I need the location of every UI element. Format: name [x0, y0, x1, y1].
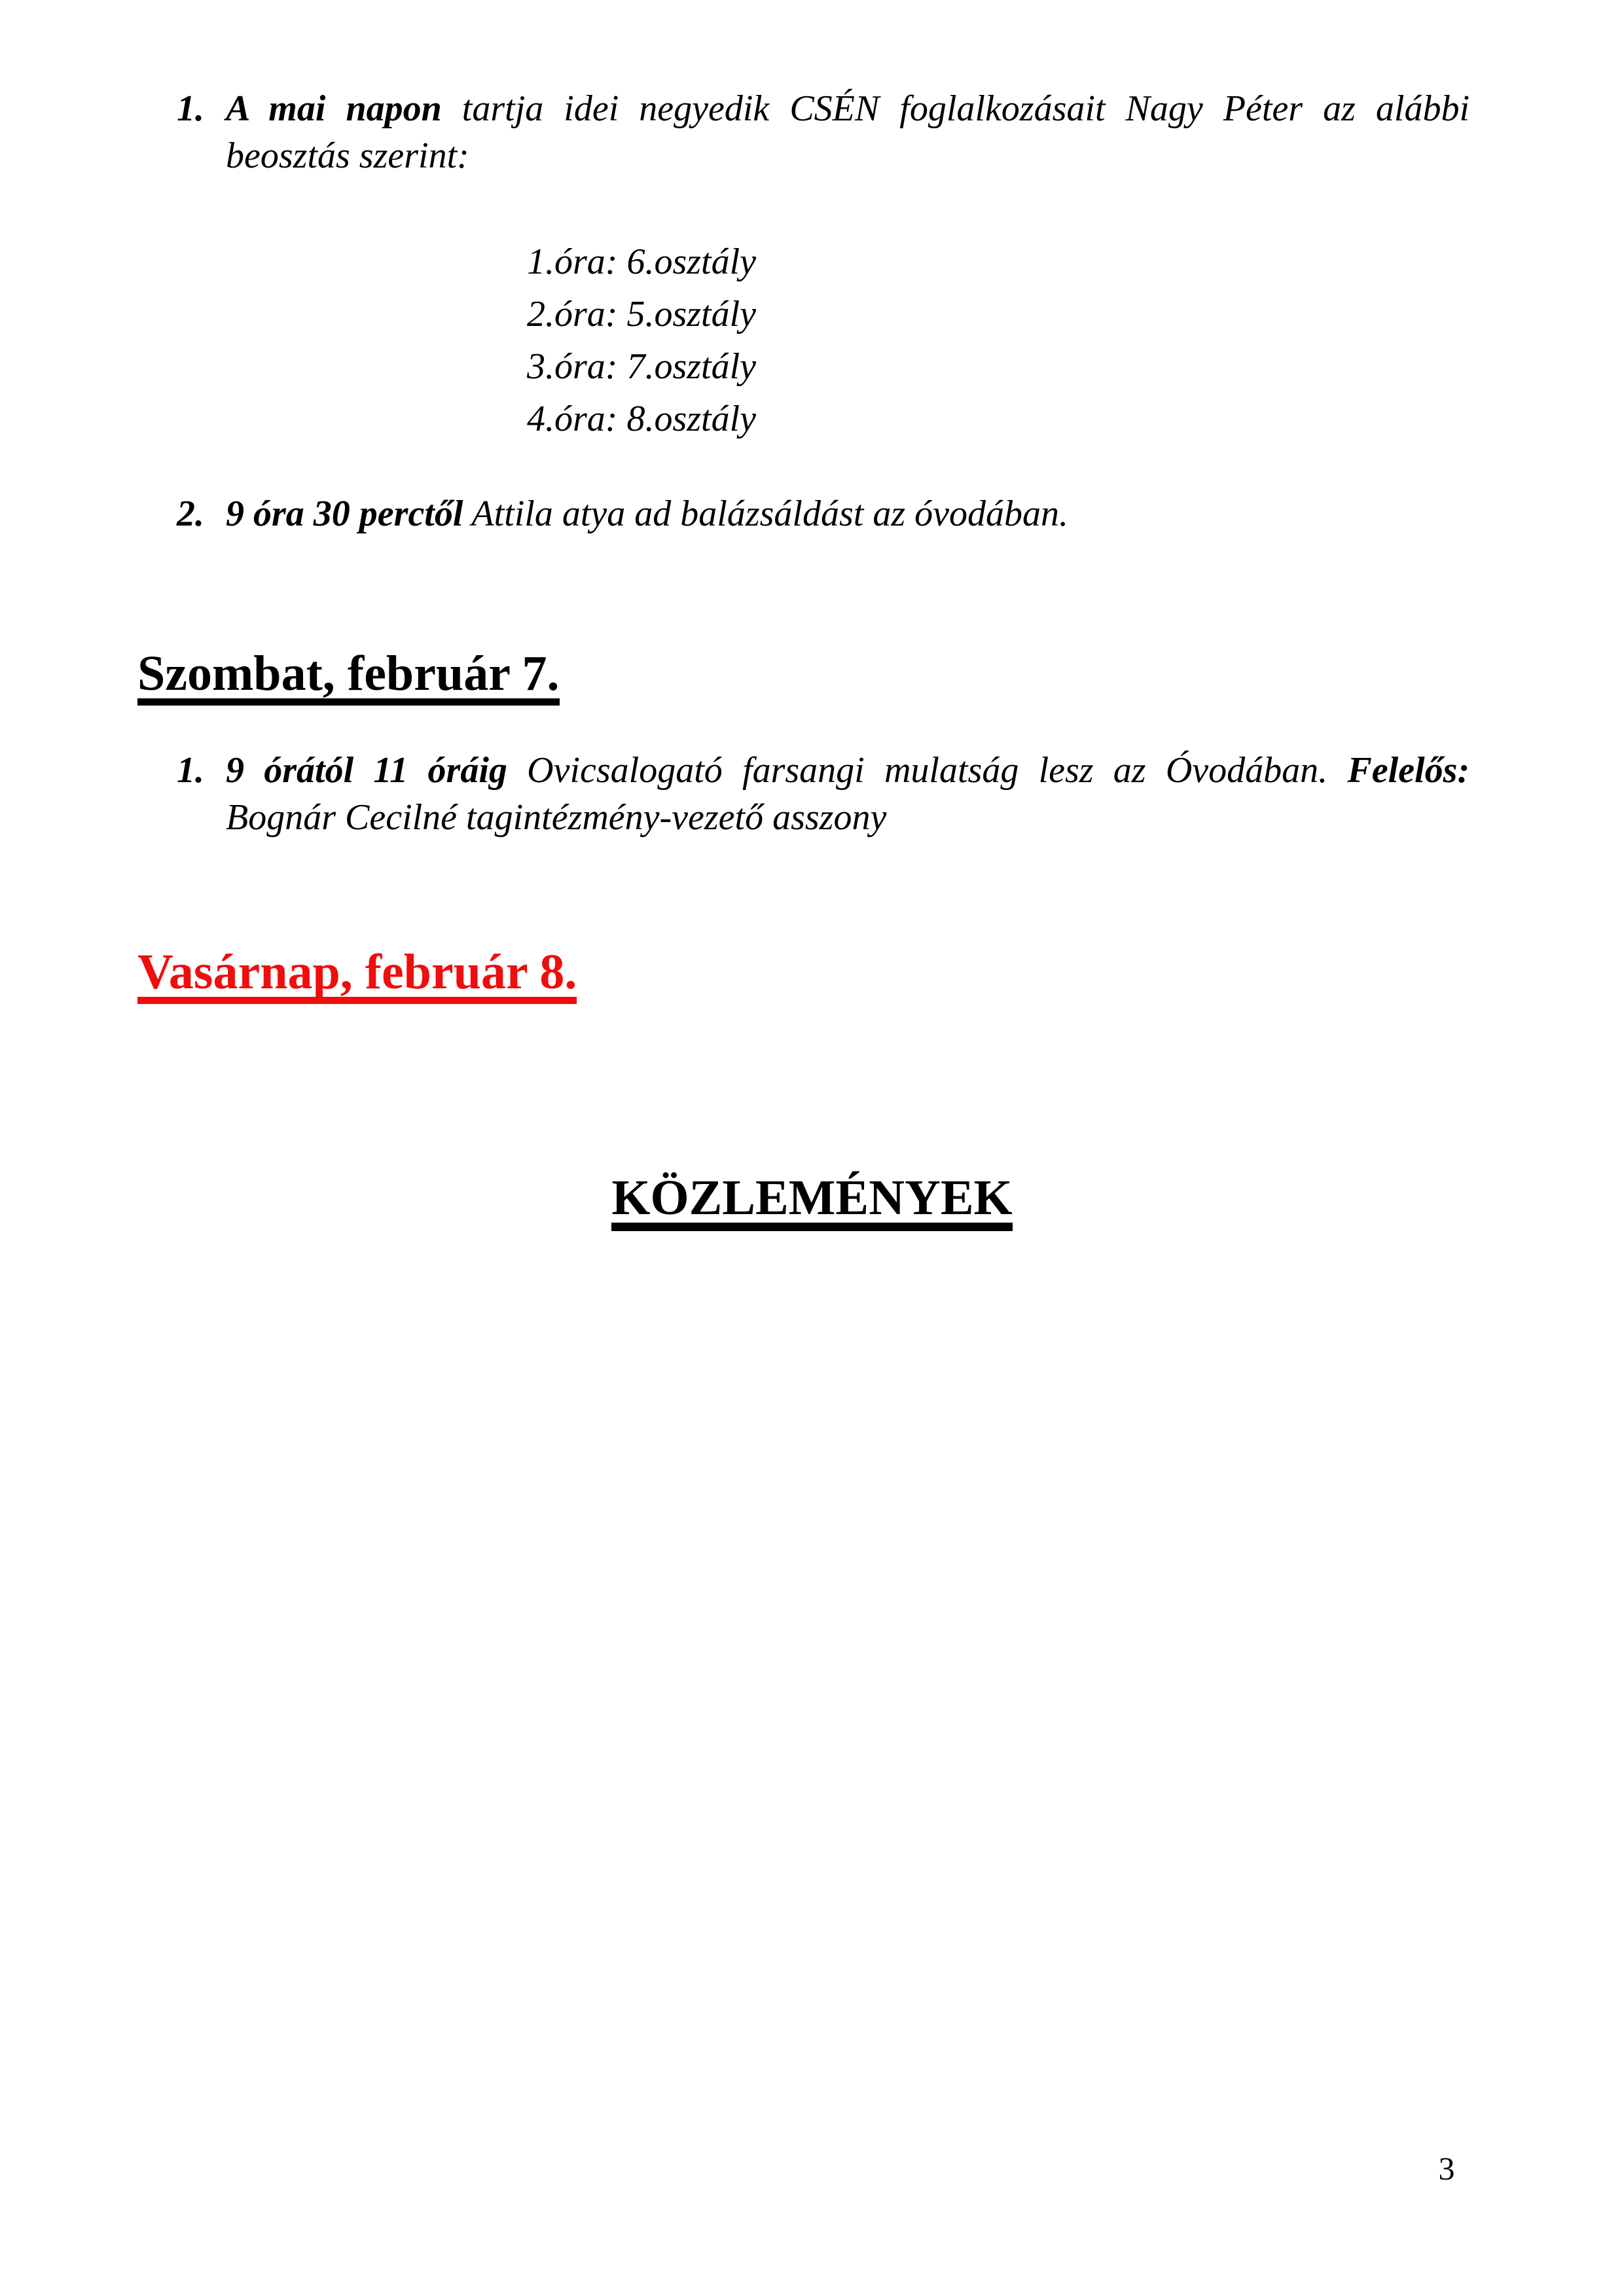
paragraph-line [226, 132, 1470, 179]
emphasis-bold: A mai napon [226, 88, 442, 129]
emphasis-bold: Felelős: [1347, 750, 1470, 791]
paragraph-line [226, 85, 1470, 132]
paragraph-line [226, 794, 1470, 841]
schedule-line: 4.óra: 8.osztály [527, 399, 756, 439]
paragraph-text: Ovicsalogató farsangi mulatság lesz az Óvodában. [527, 750, 1328, 791]
saturday-heading [137, 646, 560, 706]
list-number: 1. [177, 750, 204, 791]
paragraph-line [226, 747, 1470, 794]
announcements-heading [0, 1170, 1624, 1231]
paragraph-text: Attila atya ad balázsáldást az óvodában. [471, 493, 1068, 534]
list-number: 2. [177, 493, 204, 534]
saturday-heading-text: Szombat, február 7. [137, 649, 560, 706]
list-item-carnival [177, 747, 1470, 841]
paragraph-text: beosztás szerint: [226, 135, 469, 176]
list-item-blessing [177, 490, 1470, 537]
paragraph-text: Bognár Cecilné tagintézmény-vezető asszony [226, 797, 887, 838]
list-number: 1. [177, 88, 204, 129]
paragraph-line [226, 490, 1470, 537]
schedule-line: 3.óra: 7.osztály [527, 346, 756, 387]
paragraph-text: tartja idei negyedik CSÉN foglalkozásait Nagy Péter az alábbi [461, 88, 1470, 129]
emphasis-bold: 9 órától 11 óráig [226, 750, 507, 791]
announcements-heading-text: KÖZLEMÉNYEK [611, 1173, 1012, 1231]
emphasis-bold: 9 óra 30 perctől [226, 493, 463, 534]
list-item-text [226, 490, 1470, 537]
sunday-heading-text: Vasárnap, február 8. [137, 947, 577, 1004]
sunday-heading [137, 944, 577, 1004]
page-number: 3 [1438, 2150, 1455, 2187]
list-item-csen [177, 85, 1470, 179]
lesson-schedule-block [226, 236, 1057, 445]
list-item-text [226, 747, 1470, 841]
list-item-text [226, 85, 1470, 179]
schedule-line: 2.óra: 5.osztály [527, 294, 756, 334]
schedule-line: 1.óra: 6.osztály [527, 242, 756, 282]
